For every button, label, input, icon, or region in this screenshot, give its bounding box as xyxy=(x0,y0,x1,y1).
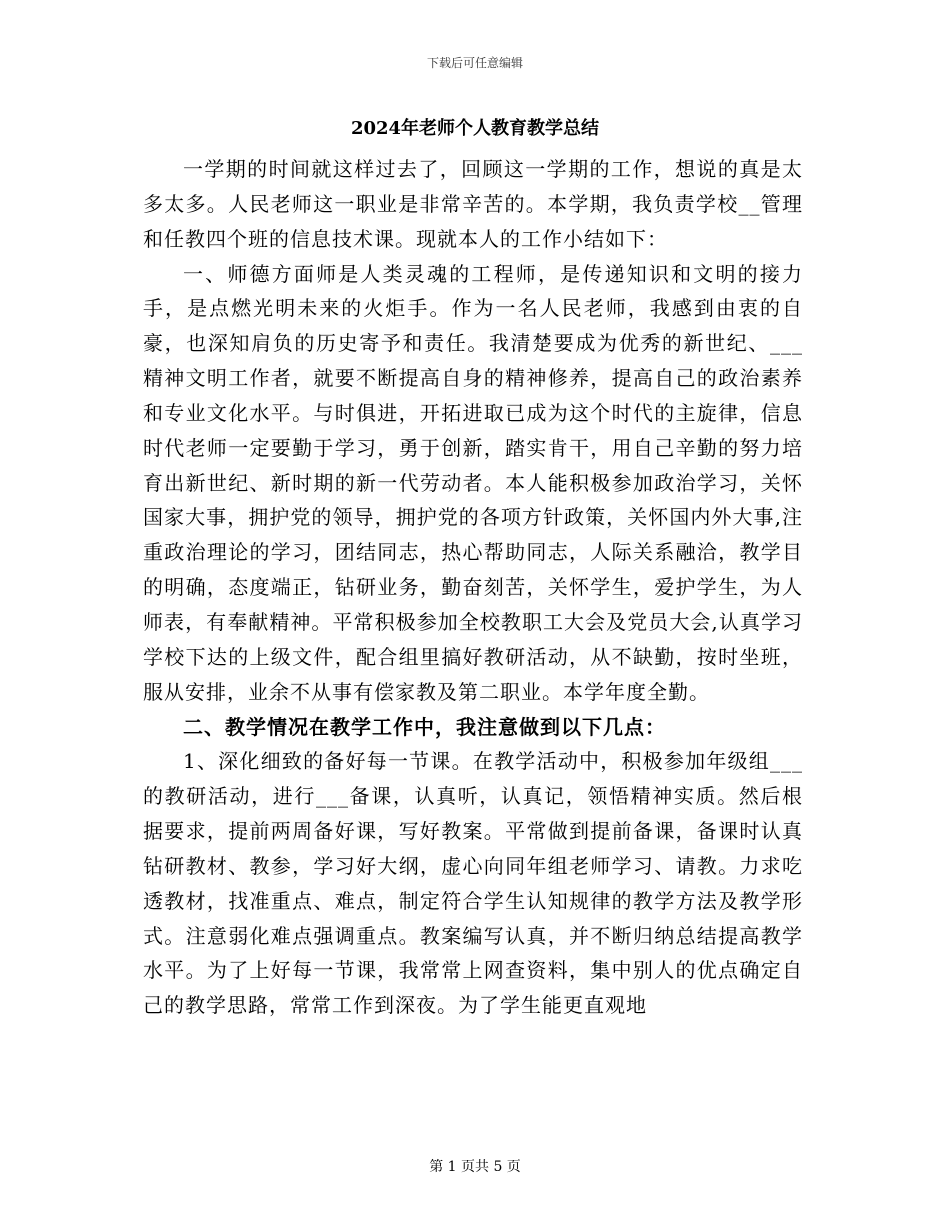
section-heading-teaching: 二、教学情况在教学工作中，我注意做到以下几点： xyxy=(183,714,666,739)
page-number-footer: 第 1 页共 5 页 xyxy=(429,1159,521,1175)
header-note: 下载后可任意编辑 xyxy=(426,56,523,70)
document-title: 2024年老师个人教育教学总结 xyxy=(350,118,600,139)
paragraph-ethics: 一、师德方面师是人类灵魂的工程师，是传递知识和文明的接力手，是点燃光明未来的火炬手。作为一名人民老师，我感到由衷的自豪，也深知肩负的历史寄予和责任。我清楚要成为优秀的新世纪、___精神文明工作者，就要不断提高自身的精神修养，提高自己的政治素养和专业文化水平。与时俱进，开拓进取已成为这个时代的主旋律，信息时代老师一定要勤于学习，勇于创新，踏实肯干，用自己辛勤的努力培育出新世纪、新时期的新一代劳动者。本人能积极参加政治学习，关怀国家大事，拥护党的领导，拥护党的各项方针政策，关怀国内外大事,注重政治理论的学习，团结同志，热心帮助同志，人际关系融洽，教学目的明确，态度端正，钻研业务，勤奋刻苦，关怀学生，爱护学生，为人师表，有奉献精神。平常积极参加全校教职工大会及党员大会,认真学习学校下达的上级文件，配合组里搞好教研活动，从不缺勤，按时坐班，服从安排，业余不从事有偿家教及第二职业。本学年度全勤。 xyxy=(143,261,803,704)
paragraph-intro: 一学期的时间就这样过去了，回顾这一学期的工作，想说的真是太多太多。人民老师这一职业是非常辛苦的。本学期，我负责学校__管理和任教四个班的信息技术课。现就本人的工作小结如下： xyxy=(143,157,803,251)
paragraph-lesson-prep: 1、深化细致的备好每一节课。在教学活动中，积极参加年级组___的教研活动，进行___备课，认真听，认真记，领悟精神实质。然后根据要求，提前两周备好课，写好教案。平常做到提前备课，备课时认真钻研教材、教参，学习好大纲，虚心向同年组老师学习、请教。力求吃透教材，找准重点、难点，制定符合学生认知规律的教学方法及教学形式。注意弱化难点强调重点。教案编写认真，并不断归纳总结提高教学水平。为了上好每一节课，我常常上网查资料，集中别人的优点确定自己的教学思路，常常工作到深夜。为了学生能更直观地 xyxy=(143,749,803,1018)
document-body xyxy=(143,152,803,1023)
